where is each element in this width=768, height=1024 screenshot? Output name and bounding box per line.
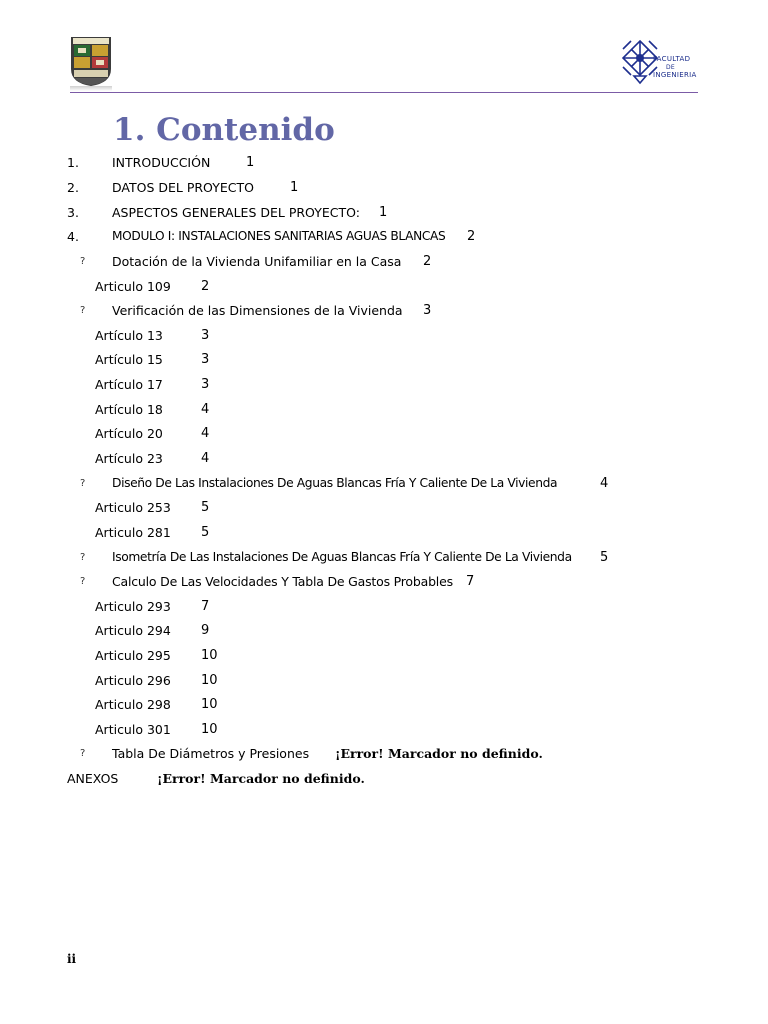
toc-page: 7: [201, 599, 210, 614]
header-divider: [70, 92, 698, 93]
toc-number: 2.: [67, 180, 79, 195]
toc-label: MODULO I: INSTALACIONES SANITARIAS AGUAS BLANCAS: [112, 229, 446, 243]
faculty-logo-line2: DE: [666, 64, 676, 71]
toc-error-marker: ¡Error! Marcador no definido.: [157, 771, 365, 786]
toc-entry-1[interactable]: [0, 155, 768, 175]
faculty-logo: [620, 38, 702, 86]
toc-article-281[interactable]: [0, 525, 768, 545]
toc-article-label: Artículo 13: [95, 328, 163, 343]
toc-article-label: Articulo 253: [95, 500, 171, 515]
toc-page: 1: [246, 155, 255, 170]
toc-page: 3: [201, 352, 210, 367]
bullet-icon: ?: [80, 478, 86, 489]
toc-article-15[interactable]: [0, 352, 768, 372]
toc-sub-calculo[interactable]: [0, 574, 768, 594]
toc-sub-dotacion[interactable]: [0, 254, 768, 274]
toc-article-label: Articulo 301: [95, 722, 171, 737]
toc-number: 3.: [67, 205, 79, 220]
toc-article-label: Articulo 295: [95, 648, 171, 663]
toc-sub-diseno[interactable]: [0, 476, 768, 496]
bullet-icon: ?: [80, 748, 86, 759]
toc-article-label: Artículo 17: [95, 377, 163, 392]
toc-sub-label: Isometría De Las Instalaciones De Aguas Blancas Fría Y Caliente De La Vivienda: [112, 550, 572, 564]
toc-number: 1.: [67, 155, 79, 170]
crest-icon: [69, 35, 113, 87]
toc-article-296[interactable]: [0, 673, 768, 693]
crest-shadow: [70, 86, 112, 91]
toc-error-marker: ¡Error! Marcador no definido.: [335, 746, 543, 761]
toc-page: 4: [201, 451, 210, 466]
toc-label: INTRODUCCIÓN: [112, 155, 211, 170]
toc-article-295[interactable]: [0, 648, 768, 668]
toc-label: DATOS DEL PROYECTO: [112, 180, 254, 195]
toc-article-13[interactable]: [0, 328, 768, 348]
toc-page: 10: [201, 673, 218, 688]
toc-article-label: Artículo 15: [95, 352, 163, 367]
toc-page: 2: [423, 254, 432, 269]
toc-page: 9: [201, 623, 210, 638]
toc-article-label: Artículo 20: [95, 426, 163, 441]
toc-article-294[interactable]: [0, 623, 768, 643]
toc-entry-4[interactable]: [0, 229, 768, 249]
toc-sub-isometria[interactable]: [0, 550, 768, 570]
page-title: 1. Contenido: [113, 112, 335, 148]
bullet-icon: ?: [80, 576, 86, 587]
bullet-icon: ?: [80, 305, 86, 316]
toc-entry-2[interactable]: [0, 180, 768, 200]
toc-article-293[interactable]: [0, 599, 768, 619]
toc-sub-tabla[interactable]: [0, 746, 768, 766]
toc-sub-label: Dotación de la Vivienda Unifamiliar en la Casa: [112, 254, 402, 269]
toc-article-298[interactable]: [0, 697, 768, 717]
toc-page: 1: [290, 180, 299, 195]
toc-article-label: Artículo 23: [95, 451, 163, 466]
faculty-logo-line3: INGENIERIA: [653, 71, 697, 79]
toc-article-label: Articulo 298: [95, 697, 171, 712]
toc-article-label: Articulo 109: [95, 279, 171, 294]
toc-article-label: Articulo 281: [95, 525, 171, 540]
toc-article-label: Articulo 293: [95, 599, 171, 614]
toc-article-label: Articulo 294: [95, 623, 171, 638]
toc-article-label: Artículo 18: [95, 402, 163, 417]
toc-article-301[interactable]: [0, 722, 768, 742]
toc-page: 2: [201, 279, 210, 294]
toc-sub-verificacion[interactable]: [0, 303, 768, 323]
toc-page: 3: [201, 377, 210, 392]
toc-number: 4.: [67, 229, 79, 244]
toc-article-23[interactable]: [0, 451, 768, 471]
toc-sub-label: Verificación de las Dimensiones de la Vivienda: [112, 303, 403, 318]
toc-page: 3: [201, 328, 210, 343]
bullet-icon: ?: [80, 256, 86, 267]
toc-page: 7: [466, 574, 475, 589]
toc-page: 2: [467, 229, 476, 244]
toc-article-17[interactable]: [0, 377, 768, 397]
toc-page: 10: [201, 648, 218, 663]
toc-article-label: Articulo 296: [95, 673, 171, 688]
toc-page: 5: [600, 550, 609, 565]
toc-page: 1: [379, 205, 388, 220]
toc-page: 10: [201, 722, 218, 737]
toc-article-20[interactable]: [0, 426, 768, 446]
toc-annex-label: ANEXOS: [67, 771, 119, 786]
toc-article-18[interactable]: [0, 402, 768, 422]
toc-label: ASPECTOS GENERALES DEL PROYECTO:: [112, 205, 360, 220]
toc-page: 5: [201, 525, 210, 540]
toc-article-109[interactable]: [0, 279, 768, 299]
toc-page: 4: [201, 426, 210, 441]
toc-page: 3: [423, 303, 432, 318]
toc-annex[interactable]: [0, 771, 768, 791]
toc-sub-label: Tabla De Diámetros y Presiones: [112, 746, 310, 761]
university-crest-logo: [69, 35, 113, 87]
faculty-logo-line1: FACULTAD: [653, 55, 691, 63]
toc-page: 4: [600, 476, 609, 491]
toc-entry-3[interactable]: [0, 205, 768, 225]
page-number: ii: [67, 952, 77, 966]
toc-page: 10: [201, 697, 218, 712]
toc-sub-label: Diseño De Las Instalaciones De Aguas Blancas Fría Y Caliente De La Vivienda: [112, 476, 558, 490]
toc-page: 4: [201, 402, 210, 417]
bullet-icon: ?: [80, 552, 86, 563]
toc-page: 5: [201, 500, 210, 515]
toc-sub-label: Calculo De Las Velocidades Y Tabla De Gastos Probables: [112, 574, 453, 589]
toc-article-253[interactable]: [0, 500, 768, 520]
